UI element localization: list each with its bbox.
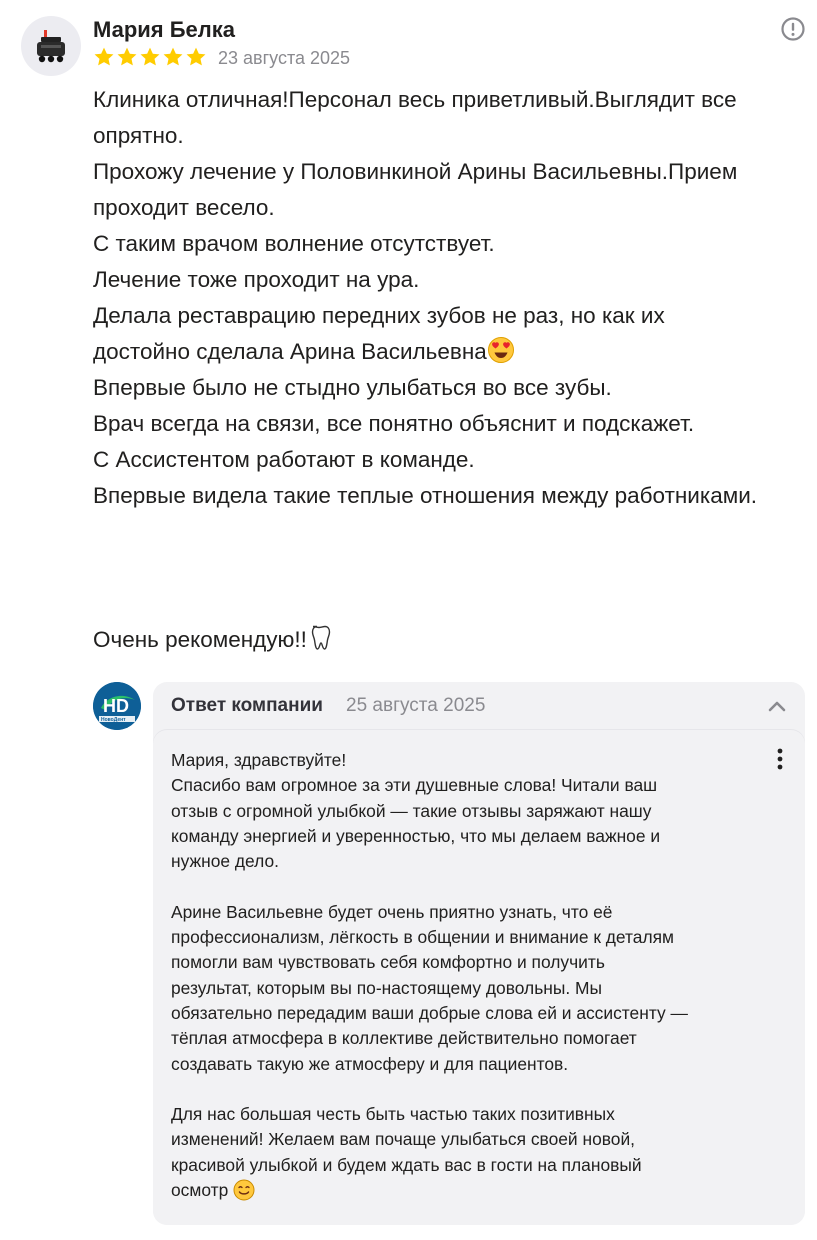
review-line: достойно сделала Арина Васильевна: [93, 339, 487, 364]
reply-line: профессионализм, лёгкость в общении и внимание к деталям: [171, 927, 674, 948]
heart-eyes-emoji-icon: [487, 336, 515, 364]
reply-line: осмотр: [171, 1180, 229, 1201]
star-icon: [139, 46, 161, 68]
review-closing-text: Очень рекомендую!!: [93, 627, 307, 652]
star-icon: [93, 46, 115, 68]
reply-line: создавать такую же атмосферу и для пациентов.: [171, 1053, 569, 1074]
vertical-dots-icon[interactable]: [775, 748, 785, 772]
reply-line-with-emoji: [171, 1178, 761, 1203]
exclamation-circle-icon[interactable]: [780, 16, 806, 42]
reply-line: Арине Васильевне будет очень приятно узнать, что её: [171, 901, 613, 922]
author-avatar[interactable]: [21, 16, 81, 76]
reply-text: [171, 748, 761, 1203]
svg-text:HD: HD: [103, 696, 129, 716]
review-line: Прохожу лечение у Половинкиной Арины Васильевны.Прием: [93, 159, 738, 184]
author-name[interactable]: Мария Белка: [93, 17, 236, 42]
tooth-emoji-icon: [307, 624, 331, 652]
novodent-logo-icon: [93, 682, 141, 730]
company-reply: [153, 682, 805, 1225]
chevron-up-icon[interactable]: [765, 696, 789, 716]
robot-avatar-icon: [32, 28, 70, 64]
review-date: 23 августа 2025: [218, 48, 351, 68]
reply-line: тёплая атмосфера в коллективе действительно помогает: [171, 1028, 637, 1049]
logo-text: НовоДент: [101, 717, 126, 723]
reply-line: помогли вам чувствовать себя комфортно и получить: [171, 952, 605, 973]
review-text: [93, 82, 813, 658]
reply-line: обязательно передадим ваши добрые слова ей и ассистенту —: [171, 1002, 688, 1023]
review-closing-line: [93, 622, 813, 658]
review-line: Клиника отличная!Персонал весь приветливый.Выглядит все: [93, 87, 737, 112]
star-icon: [185, 46, 207, 68]
review-line: Впервые видела такие теплые отношения между работниками.: [93, 483, 758, 508]
reply-line: отзыв с огромной улыбкой — такие отзывы заряжают нашу: [171, 800, 652, 821]
reply-line: Мария, здравствуйте!: [171, 750, 347, 770]
smile-emoji-icon: [233, 1179, 255, 1201]
reply-title: Ответ компании: [171, 695, 323, 716]
review-line: Лечение тоже проходит на ура.: [93, 267, 420, 292]
review-line-with-emoji: [93, 334, 813, 370]
rating-stars: [93, 46, 207, 68]
reply-line: изменений! Желаем вам почаще улыбаться своей новой,: [171, 1129, 636, 1150]
review-line: Врач всегда на связи, все понятно объяснит и подскажет.: [93, 411, 695, 436]
review-line: Впервые было не стыдно улыбаться во все зубы.: [93, 375, 612, 400]
star-icon: [116, 46, 138, 68]
reply-line: нужное дело.: [171, 851, 279, 872]
review-line: проходит весело.: [93, 195, 275, 220]
reply-line: команду энергией и уверенностью, что мы делаем важное и: [171, 825, 661, 846]
review-line: Делала реставрацию передних зубов не раз, но как их: [93, 303, 665, 328]
company-logo[interactable]: [93, 682, 141, 730]
review-line: С таким врачом волнение отсутствует.: [93, 231, 495, 256]
reply-date: 25 августа 2025: [346, 695, 486, 716]
reply-line: Для нас большая честь быть частью таких позитивных: [171, 1104, 615, 1125]
reply-body: [153, 730, 805, 1225]
reply-line: Спасибо вам огромное за эти душевные слова! Читали ваш: [171, 775, 658, 796]
reply-line: красивой улыбкой и будем ждать вас в гости на плановый: [171, 1154, 642, 1175]
reply-line: результат, которым вы по-настоящему довольны. Мы: [171, 977, 603, 998]
star-icon: [162, 46, 184, 68]
review-line: опрятно.: [93, 123, 184, 148]
review-line: С Ассистентом работают в команде.: [93, 447, 475, 472]
